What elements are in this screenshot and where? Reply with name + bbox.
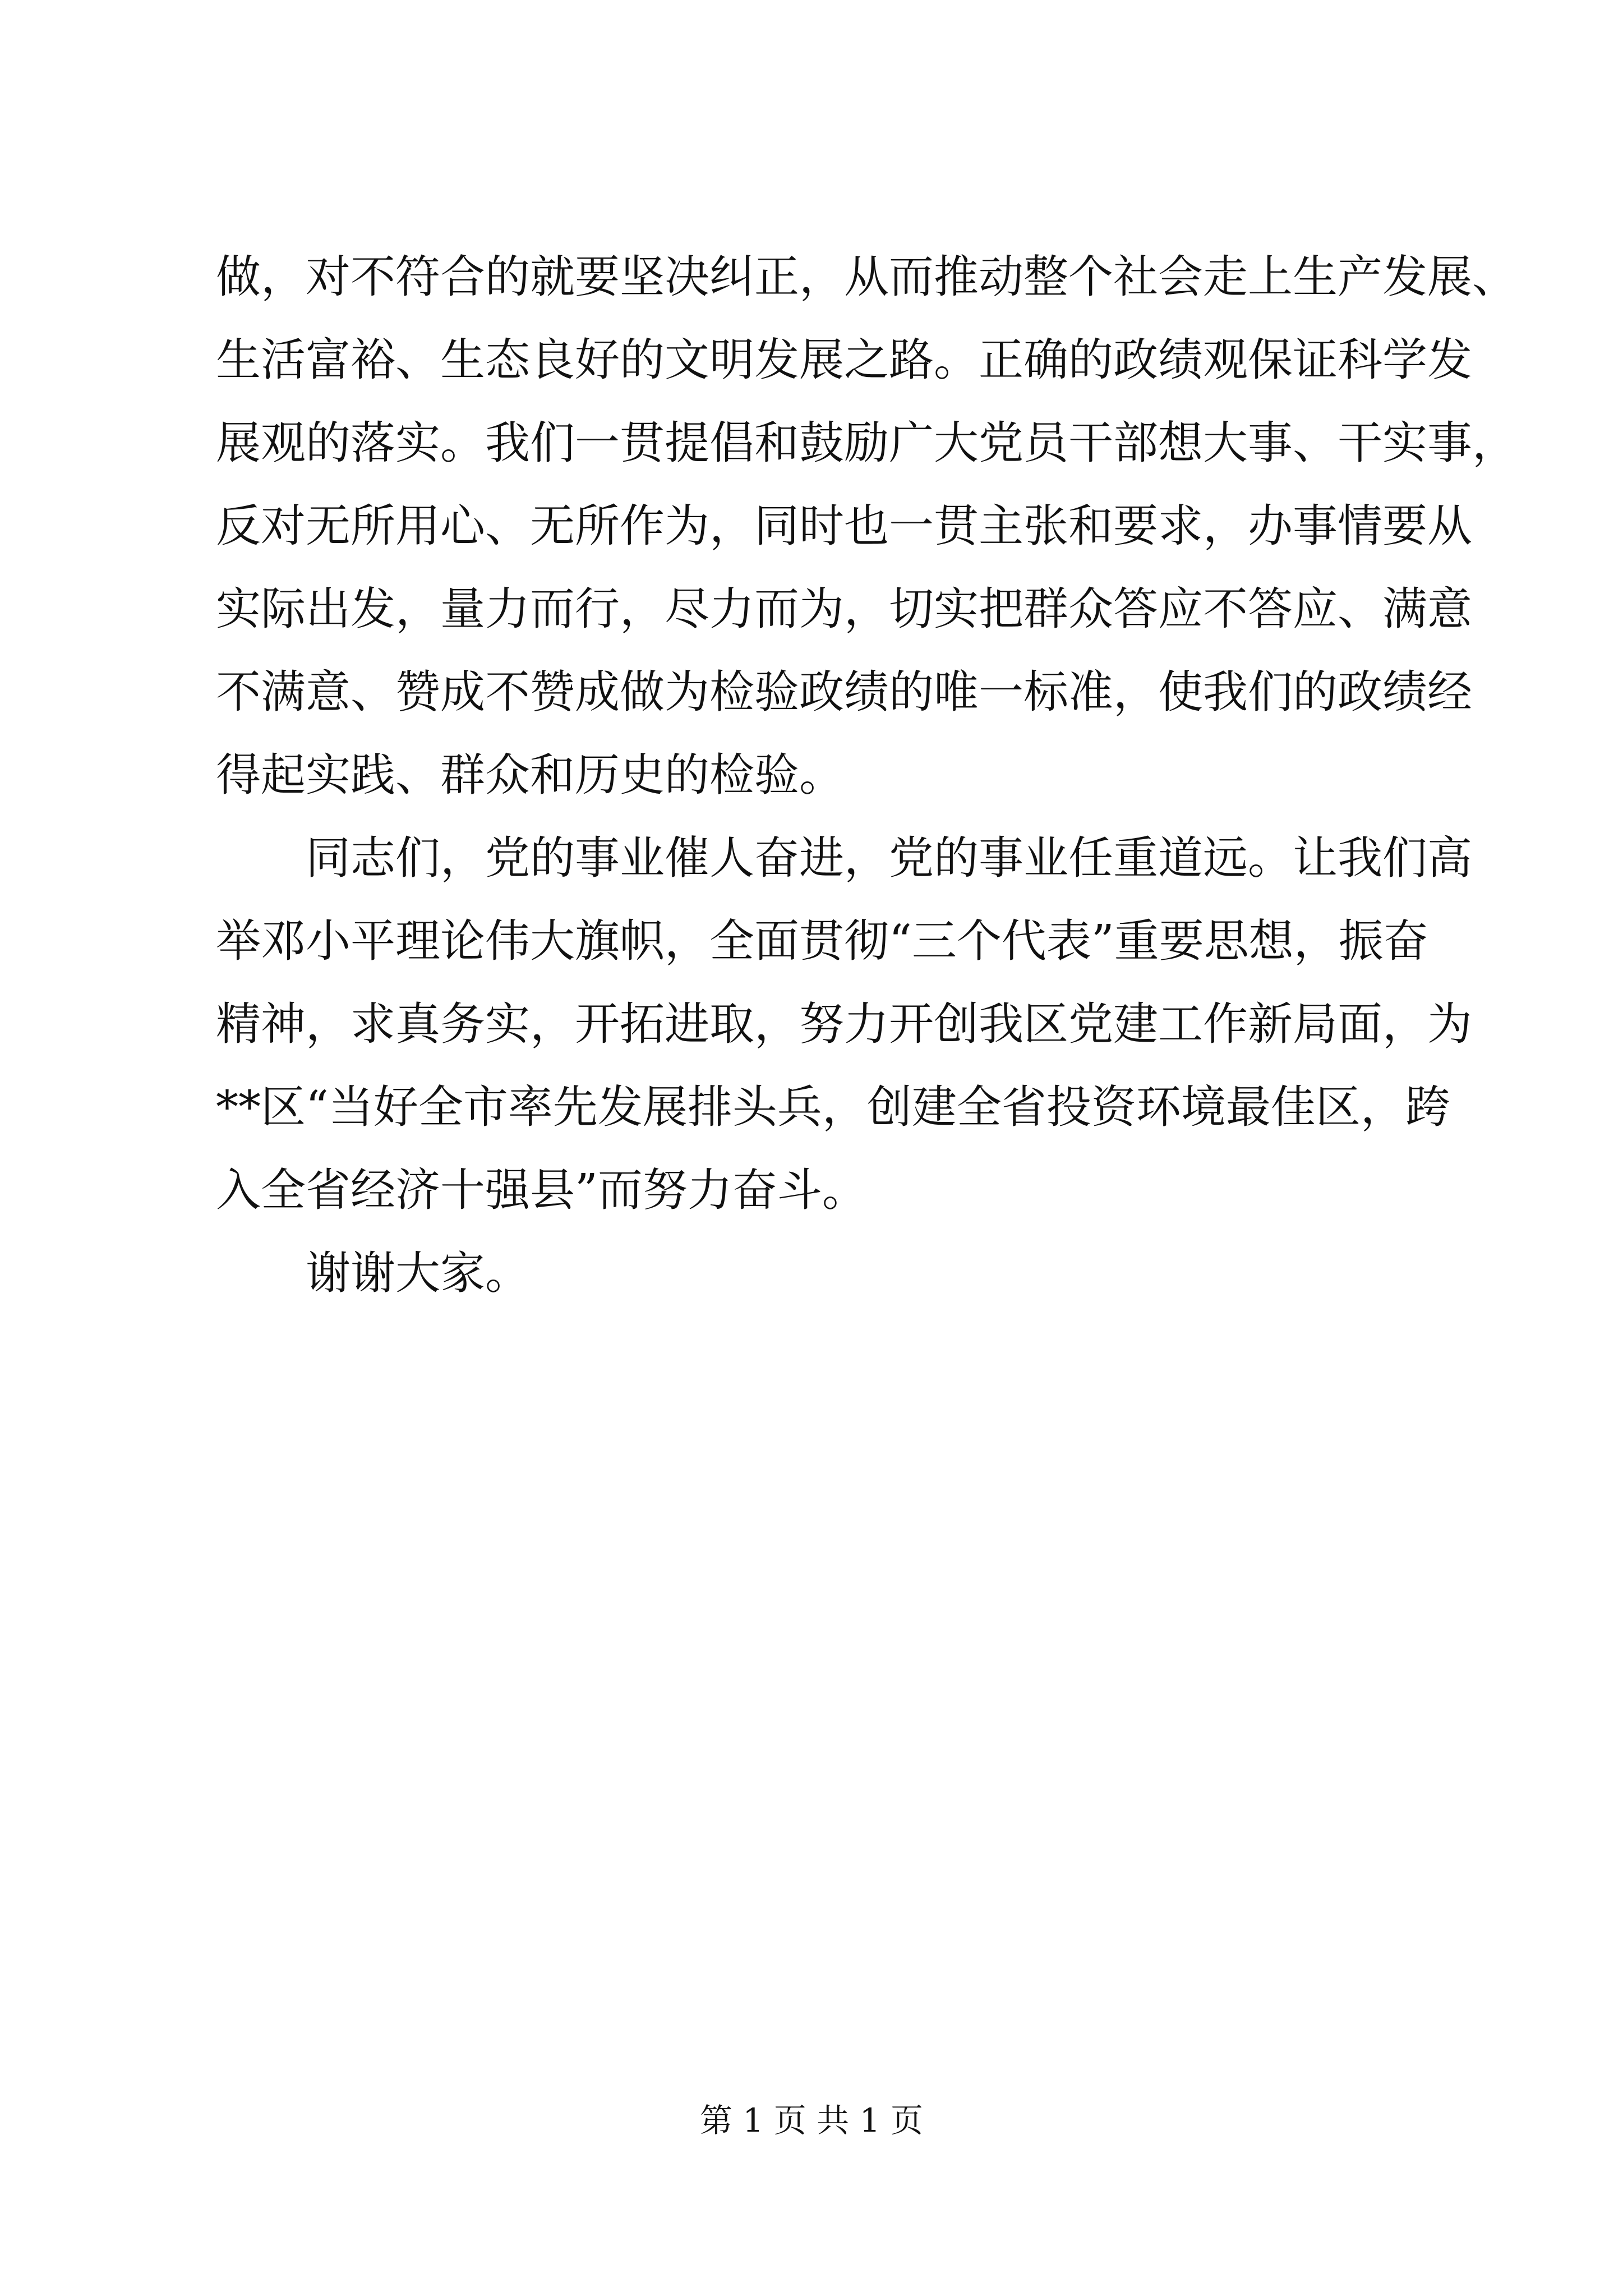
- text-line: 精神，求真务实，开拓进取，努力开创我区党建工作新局面，为: [216, 998, 1472, 1050]
- paragraph-2: [216, 817, 1472, 1232]
- text-line: 谢谢大家。: [306, 1247, 530, 1299]
- text-line: 做，对不符合的就要坚决纠正，从而推动整个社会走上生产发展、: [216, 251, 1517, 303]
- text-line: 入全省经济十强县”而努力奋斗。: [216, 1164, 867, 1216]
- paragraph-1: [216, 236, 1517, 817]
- text-line: 生活富裕、生态良好的文明发展之路。正确的政绩观保证科学发: [216, 334, 1472, 386]
- text-line: 实际出发，量力而行，尽力而为，切实把群众答应不答应、满意: [216, 583, 1472, 635]
- text-line: 展观的落实。我们一贯提倡和鼓励广大党员干部想大事、干实事，: [216, 417, 1517, 469]
- text-line: 得起实践、群众和历史的检验。: [216, 749, 844, 801]
- paragraph-3: [216, 1232, 1422, 1315]
- text-line: 反对无所用心、无所作为，同时也一贯主张和要求，办事情要从: [216, 500, 1472, 552]
- page-footer: [0, 2098, 1623, 2143]
- document-body: [216, 236, 1517, 1315]
- text-line: 举邓小平理论伟大旗帜，全面贯彻“三个代表”重要思想，振奋: [216, 915, 1428, 967]
- text-line: 同志们，党的事业催人奋进，党的事业任重道远。让我们高: [306, 832, 1472, 884]
- text-line: 不满意、赞成不赞成做为检验政绩的唯一标准，使我们的政绩经: [216, 666, 1472, 718]
- page-number-label: 第 1 页 共 1 页: [700, 2101, 923, 2139]
- text-line: **区“当好全市率先发展排头兵，创建全省投资环境最佳区，跨: [216, 1081, 1450, 1133]
